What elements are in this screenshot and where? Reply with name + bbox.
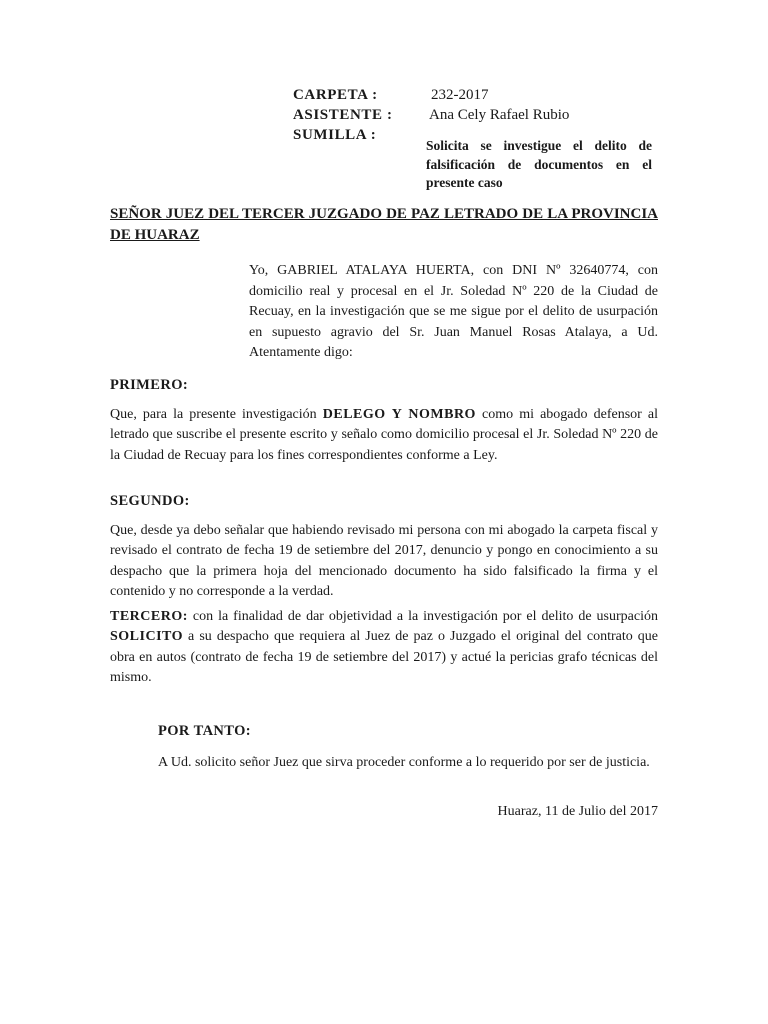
por-tanto-heading: POR TANTO: xyxy=(158,723,252,739)
closing-paragraph: A Ud. solicito señor Juez que sirva proceder conforme a lo requerido por ser de justicia. xyxy=(158,755,650,770)
sumilla-value: Solicita se investigue el delito de falsificación de documentos en el presente caso xyxy=(426,138,652,190)
primero-bold: DELEGO Y NOMBRO xyxy=(322,407,476,422)
segundo-paragraph: Que, desde ya debo señalar que habiendo revisado mi persona con mi abogado la carpeta fiscal y revisado el contrato de fecha 19 de setiembre del 2017, denuncio y pongo en conocimiento a su despacho que la primera hoja del mencionado documento ha sido falsificado la firma y el contenido y no corresponde a la verdad. xyxy=(110,523,658,600)
primero-paragraph xyxy=(110,405,658,466)
primero-text-before: Que, para la presente investigación xyxy=(110,407,323,422)
addressee-heading xyxy=(110,204,658,246)
tercero-paragraph xyxy=(110,607,658,689)
sumilla-label: SUMILLA : xyxy=(293,127,377,143)
carpeta-value: 232-2017 xyxy=(431,87,489,103)
tercero-bold: SOLICITO xyxy=(110,629,183,645)
asistente-label: ASISTENTE : xyxy=(293,107,393,123)
tercero-heading: TERCERO: xyxy=(110,609,188,624)
addressee-text: SEÑOR JUEZ DEL TERCER JUZGADO DE PAZ LETRADO DE LA PROVINCIA DE HUARAZ xyxy=(110,206,658,243)
segundo-heading: SEGUNDO: xyxy=(110,493,190,509)
carpeta-label: CARPETA : xyxy=(293,87,378,103)
place-date: Huaraz, 11 de Julio del 2017 xyxy=(497,804,658,819)
asistente-value: Ana Cely Rafael Rubio xyxy=(429,107,570,123)
intro-paragraph: Yo, GABRIEL ATALAYA HUERTA, con DNI Nº 32640774, con domicilio real y procesal en el Jr. Soledad Nº 220 de la Ciudad de Recuay, en la investigación que se me sigue por el delito de usurpación en supuesto agravio del Sr. Juan Manuel Rosas Atalaya, a Ud. Atentamente digo: xyxy=(249,263,658,361)
tercero-text-before: con la finalidad de dar objetividad a la investigación por el delito de usurpación xyxy=(187,609,658,624)
tercero-text-after: a su despacho que requiera al Juez de paz o Juzgado el original del contrato que obra en autos (contrato de fecha 19 de setiembre del 2017) y actué la pericias grafo técnicas del mismo. xyxy=(110,629,658,686)
primero-heading: PRIMERO: xyxy=(110,377,189,393)
primero-text-after: como mi abogado defensor al letrado que suscribe el presente escrito y señalo como domicilio procesal el Jr. Soledad Nº 220 de la Ciudad de Recuay para los fines correspondientes conforme a Ley. xyxy=(110,407,658,463)
